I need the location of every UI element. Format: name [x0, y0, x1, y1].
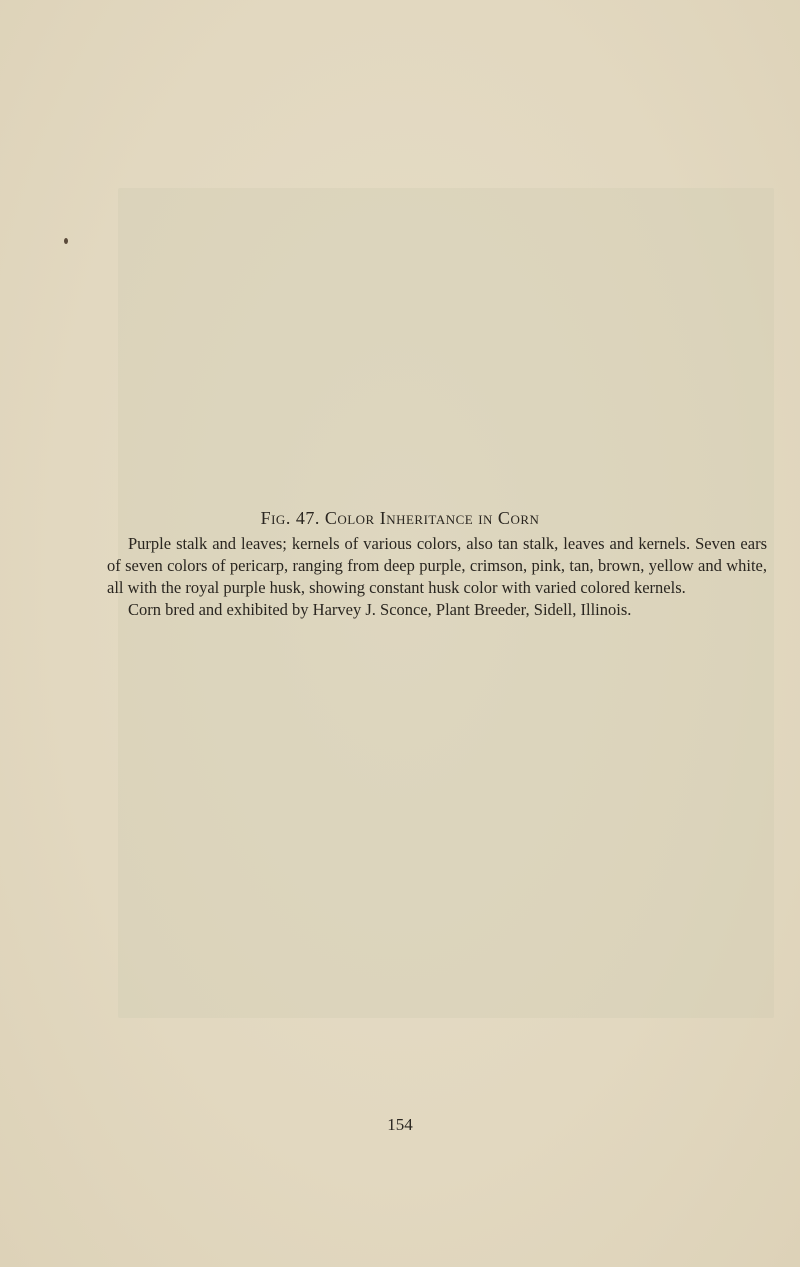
caption-paragraph: Purple stalk and leaves; kernels of various colors, also tan stalk, leaves and kernels. Seven ears of seven colors of pericarp, ranging from deep purple, crimson, pink, tan, brown, yellow and white, all with the royal purple husk, showing constant husk color with varied colored kernels.	[107, 534, 767, 597]
figure-caption	[107, 533, 767, 621]
ink-speck	[64, 238, 68, 244]
caption-paragraph: Corn bred and exhibited by Harvey J. Sconce, Plant Breeder, Sidell, Illinois.	[128, 600, 632, 619]
page-number: 154	[387, 1115, 413, 1134]
figure-title: Fig. 47. Color Inheritance in Corn	[260, 508, 540, 528]
